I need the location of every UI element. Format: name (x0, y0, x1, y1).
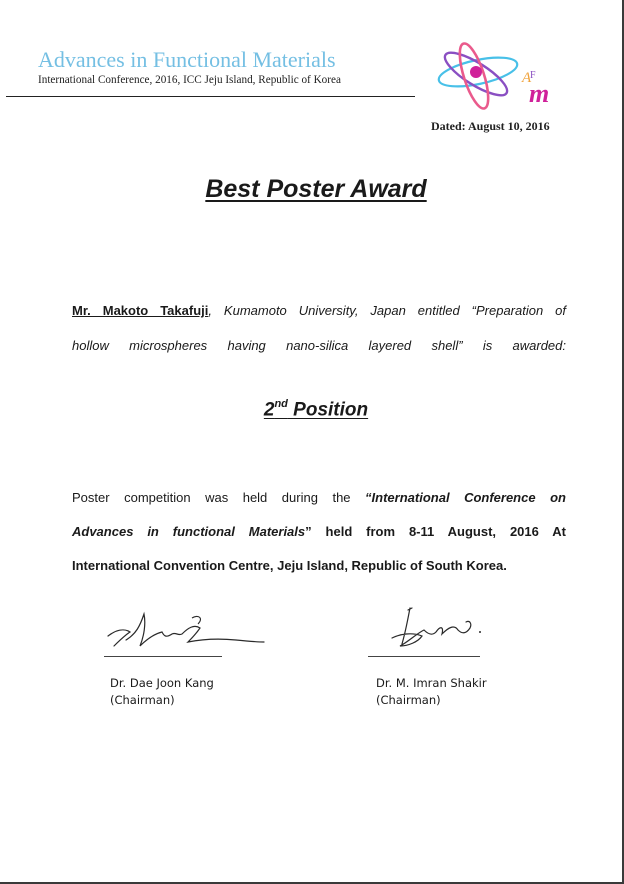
signature-line-left (104, 656, 222, 657)
afm-logo (430, 40, 570, 116)
conference-name-part2: Advances in functional Materials (72, 524, 306, 539)
conference-title: Advances in Functional Materials (38, 47, 336, 72)
position-suffix: nd (274, 398, 288, 410)
signatory-role: (Chairman) (110, 693, 175, 707)
award-line-1 (72, 294, 566, 329)
statement-venue: International Convention Centre, Jeju Island, Republic of South Korea. (72, 558, 507, 573)
statement-dates: ” held from 8-11 August, 2016 At (305, 524, 566, 539)
signature-left (106, 606, 266, 656)
logo-letter-m: m (529, 79, 550, 108)
signatory-name: Dr. M. Imran Shakir (376, 676, 487, 690)
statement-paragraph (72, 481, 566, 583)
conference-subtitle: International Conference, 2016, ICC Jeju Island, Republic of Korea (38, 74, 341, 86)
statement-line-2 (72, 515, 566, 549)
signatory-left (110, 675, 214, 709)
conference-name-part1: “International Conference on (365, 490, 566, 505)
signatory-right (376, 675, 487, 709)
position-number: 2 (263, 399, 275, 421)
poster-title-text: hollow microspheres having nano-silica layered shell” is awarded: (72, 337, 566, 353)
award-paragraph (72, 294, 566, 363)
signatory-name: Dr. Dae Joon Kang (110, 676, 214, 690)
logo-letter-a: A (522, 70, 532, 86)
affiliation-text: , Kumamoto University, Japan entitled “Preparation of (208, 303, 566, 318)
position-word: Position (287, 399, 369, 421)
award-title: Best Poster Award (205, 175, 427, 203)
logo-letter-f: F (530, 70, 536, 81)
header-divider (6, 96, 415, 97)
date-line: Dated: August 10, 2016 (431, 119, 550, 133)
signature-right (378, 604, 488, 654)
signatory-role: (Chairman) (376, 693, 441, 707)
position-heading (0, 399, 624, 421)
signature-line-right (368, 656, 480, 657)
afm-logo-icon (430, 40, 570, 116)
statement-line-1 (72, 481, 566, 515)
statement-prefix: Poster competition was held during the (72, 490, 366, 505)
recipient-name: Mr. Makoto Takafuji (72, 303, 209, 318)
